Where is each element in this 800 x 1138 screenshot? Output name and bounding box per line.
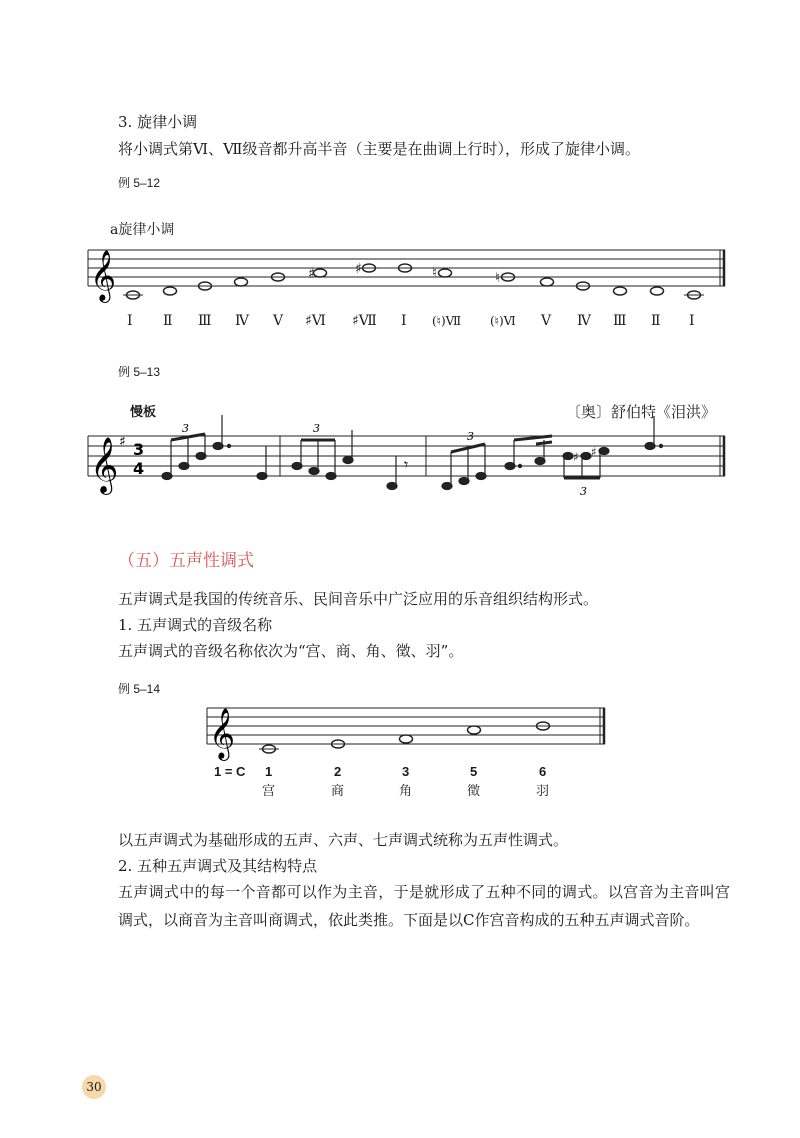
svg-text:♯: ♯: [355, 261, 362, 277]
degree-8: Ⅰ: [401, 313, 407, 329]
degree-7-sharp: ♯Ⅶ: [352, 313, 377, 329]
treble-clef-icon: 𝄞: [90, 437, 119, 493]
svg-text:♯: ♯: [573, 450, 579, 464]
example-label-5-14: 例 5–14: [118, 682, 161, 696]
melodic-minor-description: 将小调式第Ⅵ、Ⅶ级音都升高半音（主要是在曲调上行时），形成了旋律小调。: [118, 140, 640, 158]
key-label: 1 = C: [214, 764, 246, 779]
jianpu-3: 3: [402, 764, 410, 779]
example-label-5-13: 例 5–13: [118, 365, 161, 379]
svg-text:♮: ♮: [495, 270, 501, 286]
time-sig-top: 3: [133, 440, 145, 459]
tempo-marking: 慢板: [130, 405, 157, 420]
scale-title: a旋律小调: [110, 222, 175, 238]
jianpu-6: 6: [539, 764, 547, 779]
treble-clef-icon: 𝄞: [209, 708, 236, 759]
svg-text:♯: ♯: [308, 266, 315, 282]
example-label-5-12: 例 5–12: [118, 176, 161, 190]
time-sig-bottom: 4: [133, 459, 145, 478]
composer-attribution: 〔奥〕舒伯特《泪洪》: [566, 403, 717, 421]
eighth-rest-icon: 𝄾: [404, 455, 409, 474]
degree-5-down: Ⅴ: [541, 313, 552, 329]
jianpu-5: 5: [470, 764, 478, 779]
degree-names-description: 五声调式的音级名称依次为“宫、商、角、徵、羽”。: [118, 642, 464, 660]
jianpu-1: 1: [265, 764, 273, 779]
degree-1-down: Ⅰ: [689, 313, 695, 329]
svg-text:3: 3: [313, 422, 320, 435]
treble-clef-icon: 𝄞: [90, 250, 117, 301]
svg-text:♯: ♯: [591, 445, 597, 459]
page-number: 30: [82, 1075, 106, 1099]
name-shang: 商: [331, 784, 345, 799]
degree-7-natural: (♮)Ⅶ: [432, 314, 462, 328]
section-heading-pentatonic: （五）五声性调式: [118, 551, 254, 570]
svg-text:3: 3: [580, 485, 587, 498]
pentatonic-summary: 以五声调式为基础形成的五声、六声、七声调式统称为五声性调式。: [118, 831, 569, 849]
name-yu: 羽: [536, 784, 550, 799]
degree-6-sharp: ♯Ⅵ: [305, 313, 326, 329]
name-zhi: 徵: [467, 784, 481, 799]
degree-4: Ⅳ: [235, 313, 249, 329]
name-jue: 角: [399, 784, 413, 799]
section-title-melodic-minor: 3. 旋律小调: [118, 113, 198, 131]
five-modes-description: 五声调式中的每一个音都可以作为主音，于是就形成了五种不同的调式。以宫音为主音叫宫调式，以商音为主音叫商调式，依此类推。下面是以C作宫音构成的五种五声调式音阶。: [118, 883, 730, 929]
degree-5: Ⅴ: [273, 313, 284, 329]
key-signature-sharp-icon: ♯: [119, 434, 126, 450]
degree-1: Ⅰ: [127, 313, 133, 329]
sub-title-degree-names: 1. 五声调式的音级名称: [118, 616, 273, 634]
svg-text:3: 3: [467, 430, 474, 443]
degree-2: Ⅱ: [163, 313, 173, 329]
degree-2-down: Ⅱ: [651, 313, 661, 329]
name-gong: 宫: [262, 784, 276, 799]
pentatonic-intro: 五声调式是我国的传统音乐、民间音乐中广泛应用的乐音组织结构形式。: [118, 590, 599, 608]
degree-6-natural: (♮)Ⅵ: [490, 314, 516, 328]
sub-title-five-modes: 2. 五种五声调式及其结构特点: [118, 857, 318, 875]
jianpu-2: 2: [334, 764, 342, 779]
svg-text:♮: ♮: [432, 265, 438, 281]
degree-4-down: Ⅳ: [577, 313, 591, 329]
degree-3-down: Ⅲ: [613, 313, 627, 329]
degree-3: Ⅲ: [198, 313, 212, 329]
svg-text:3: 3: [182, 422, 189, 435]
